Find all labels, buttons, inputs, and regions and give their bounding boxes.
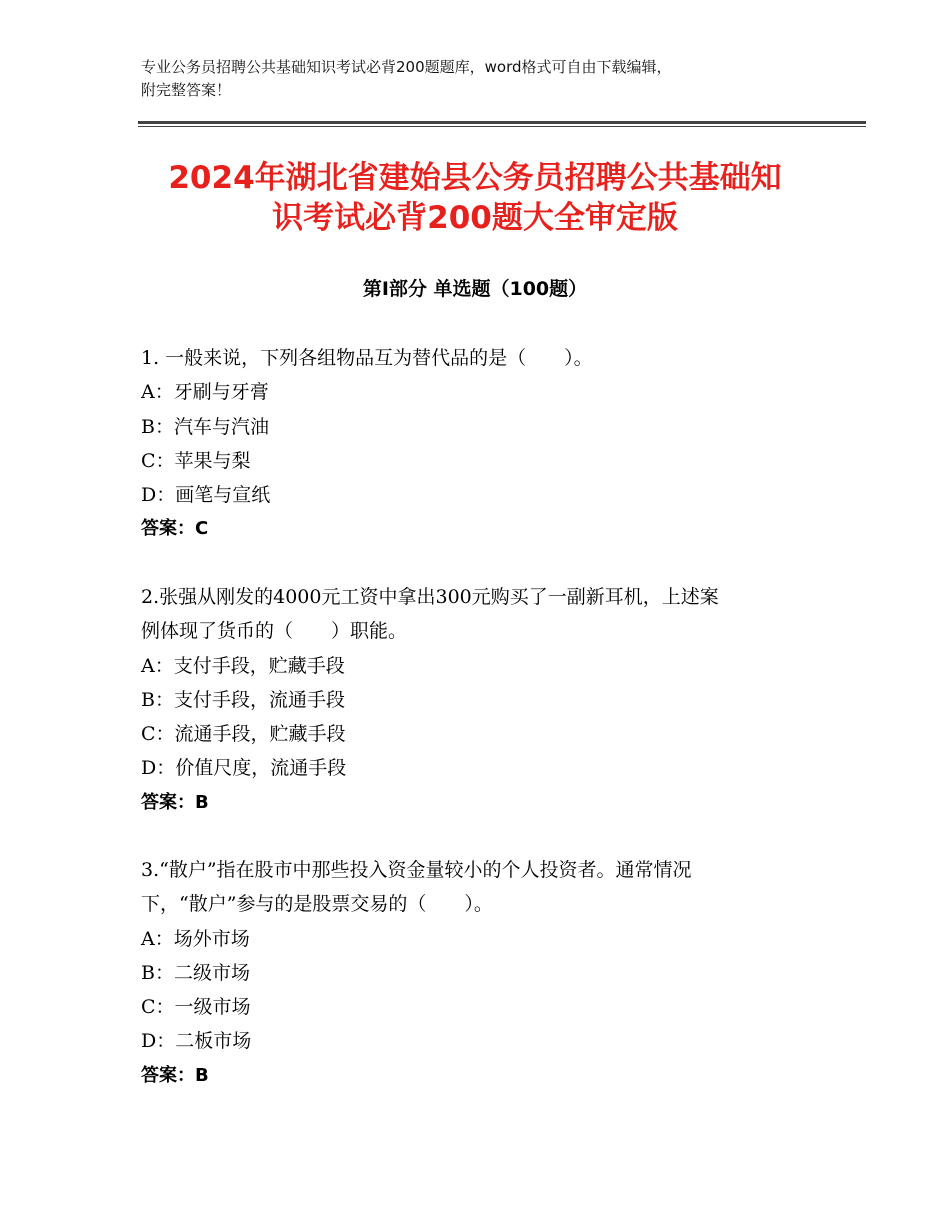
question-stem: 2.张强从刚发的4000元工资中拿出300元购买了一副新耳机，上述案 [141,586,719,608]
answer [141,512,821,546]
answer-value: B [195,1064,209,1086]
option-a: A：场外市场 [141,927,250,950]
option-c: C：流通手段，贮藏手段 [141,723,346,746]
question-stem-continued: 例体现了货币的（ ）职能。 [141,620,408,643]
option-d: D：画笔与宣纸 [141,484,271,507]
question-3 [141,853,821,1093]
question-stem-continued: 下，“散户”参与的是股票交易的（ ）。 [141,893,493,916]
section-title: 第Ⅰ部分 单选题（100题） [362,278,588,300]
option-d: D：二板市场 [141,1030,252,1053]
option-a: A：支付手段，贮藏手段 [141,654,345,677]
header-note-line-1: 专业公务员招聘公共基础知识考试必背200题题库，word格式可自由下载编辑， [141,58,672,76]
header-divider-thin [138,126,866,127]
document-title-line-1: 2024年湖北省建始县公务员招聘公共基础知 [168,160,782,196]
question-2 [141,580,821,820]
header-note-line-2: 附完整答案！ [141,81,232,99]
answer-value: B [195,791,209,813]
option-b: B：汽车与汽油 [141,415,269,438]
answer-label: 答案： [141,791,195,813]
question-stem: 1. 一般来说，下列各组物品互为替代品的是（ ）。 [141,347,593,369]
option-c: C：一级市场 [141,996,251,1019]
header-divider-thick [138,121,866,124]
option-a: A：牙刷与牙膏 [141,381,269,404]
header-note [141,56,821,102]
question-1 [141,341,821,547]
answer-value: C [195,518,209,540]
document-title-line-2: 识考试必背200题大全审定版 [272,200,678,236]
question-stem: 3.“散户”指在股市中那些投入资金量较小的个人投资者。通常情况 [141,859,692,881]
document-title [100,158,850,238]
answer [141,786,821,820]
answer [141,1059,821,1093]
option-d: D：价值尺度，流通手段 [141,757,347,780]
answer-label: 答案： [141,1064,195,1086]
answer-label: 答案： [141,518,195,540]
option-b: B：二级市场 [141,961,250,984]
option-b: B：支付手段，流通手段 [141,688,345,711]
option-c: C：苹果与梨 [141,449,251,472]
